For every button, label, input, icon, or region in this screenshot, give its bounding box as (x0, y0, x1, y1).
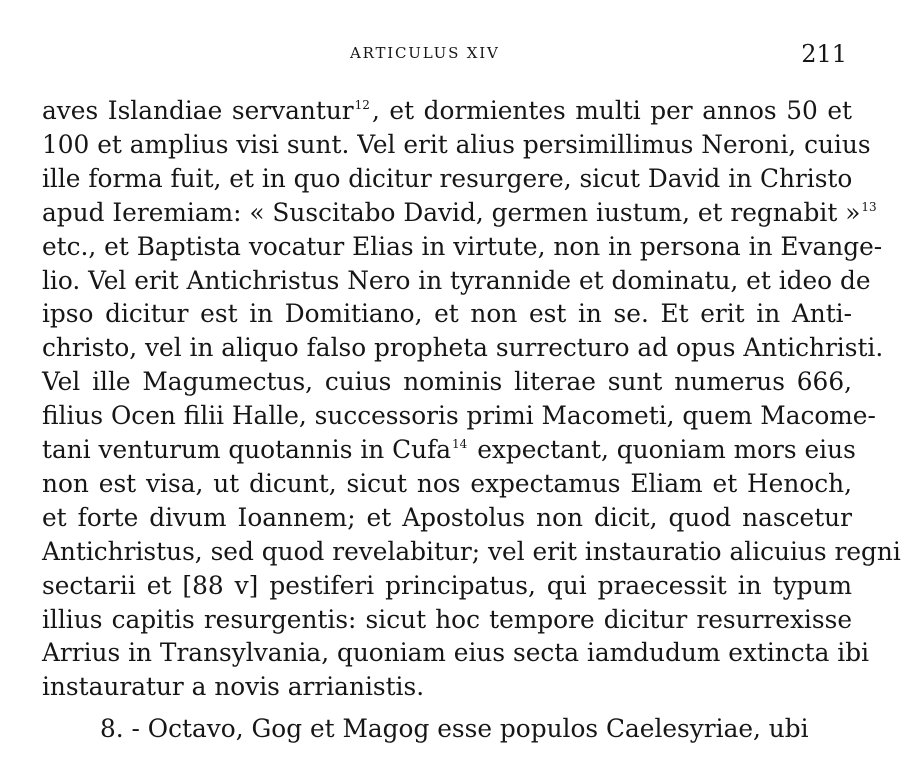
line-text: christo, vel in aliquo falso propheta surrecturo ad opus Antichristi. (42, 333, 884, 363)
text-line (42, 332, 884, 364)
line-text: et forte divum Ioannem; et Apostolus non dicit, quod nascetur (42, 502, 852, 532)
footnote-reference: 13 (861, 199, 877, 214)
line-text: Antichristus, sed quod revelabitur; vel erit instauratio alicuius regni (42, 536, 901, 566)
text-line (42, 434, 856, 466)
line-text: ille forma fuit, et in quo dicitur resurgere, sicut David in Christo (42, 163, 853, 193)
text-line (42, 163, 852, 195)
running-title: ARTICULUS XIV (350, 44, 500, 62)
line-text: aves Islandiae servantur (42, 96, 354, 125)
line-text: Arrius in Transylvania, quoniam eius secta iamdudum extincta ibi (42, 638, 870, 668)
line-text: 8. - Octavo, Gog et Magog esse populos Caelesyriae, ubi (100, 714, 809, 744)
line-text: expectant, quoniam mors eius (469, 435, 856, 464)
line-text: etc., et Baptista vocatur Elias in virtute, non in persona in Evange- (42, 231, 883, 261)
footnote-reference: 12 (354, 98, 370, 112)
line-text: apud Ieremiam: « Suscitabo David, germen iustum, et regnabit » (42, 197, 861, 227)
line-text: tani venturum quotannis in Cufa (42, 435, 452, 464)
text-line (42, 129, 871, 161)
line-text: lio. Vel erit Antichristus Nero in tyrannide et dominatu, et ideo de (42, 265, 871, 295)
text-line (42, 536, 901, 568)
text-line (42, 366, 852, 398)
text-line (42, 604, 852, 636)
text-line (42, 468, 852, 500)
running-head (0, 40, 887, 70)
line-text: ipso dicitur est in Domitiano, et non est in se. Et erit in Anti- (42, 299, 852, 329)
footnote-reference: 14 (452, 437, 468, 451)
paragraph-line (100, 713, 852, 745)
line-text: non est visa, ut dicunt, sicut nos expectamus Eliam et Henoch, (42, 468, 852, 498)
text-line (42, 95, 852, 127)
text-line (42, 671, 852, 703)
text-line (42, 265, 871, 297)
text-line (42, 298, 852, 330)
text-line (42, 197, 877, 229)
line-text: , et dormientes multi per annos 50 et (371, 96, 852, 125)
text-line (42, 637, 870, 669)
text-line (42, 570, 852, 602)
line-text: instauratur a novis arrianistis. (42, 672, 425, 702)
line-text: filius Ocen filii Halle, successoris primi Macometi, quem Macome- (42, 401, 876, 431)
line-text: illius capitis resurgentis: sicut hoc tempore dicitur resurrexisse (42, 604, 852, 634)
text-line (42, 231, 883, 263)
line-text: Vel ille Magumectus, cuius nominis literae sunt numerus 666, (42, 367, 852, 397)
line-text: 100 et amplius visi sunt. Vel erit alius persimillimus Neroni, cuius (42, 129, 871, 159)
page-number: 211 (801, 40, 847, 68)
text-line (42, 502, 852, 534)
line-text: sectarii et [88 v] pestiferi principatus, qui praecessit in typum (42, 570, 852, 600)
text-line (42, 400, 876, 432)
